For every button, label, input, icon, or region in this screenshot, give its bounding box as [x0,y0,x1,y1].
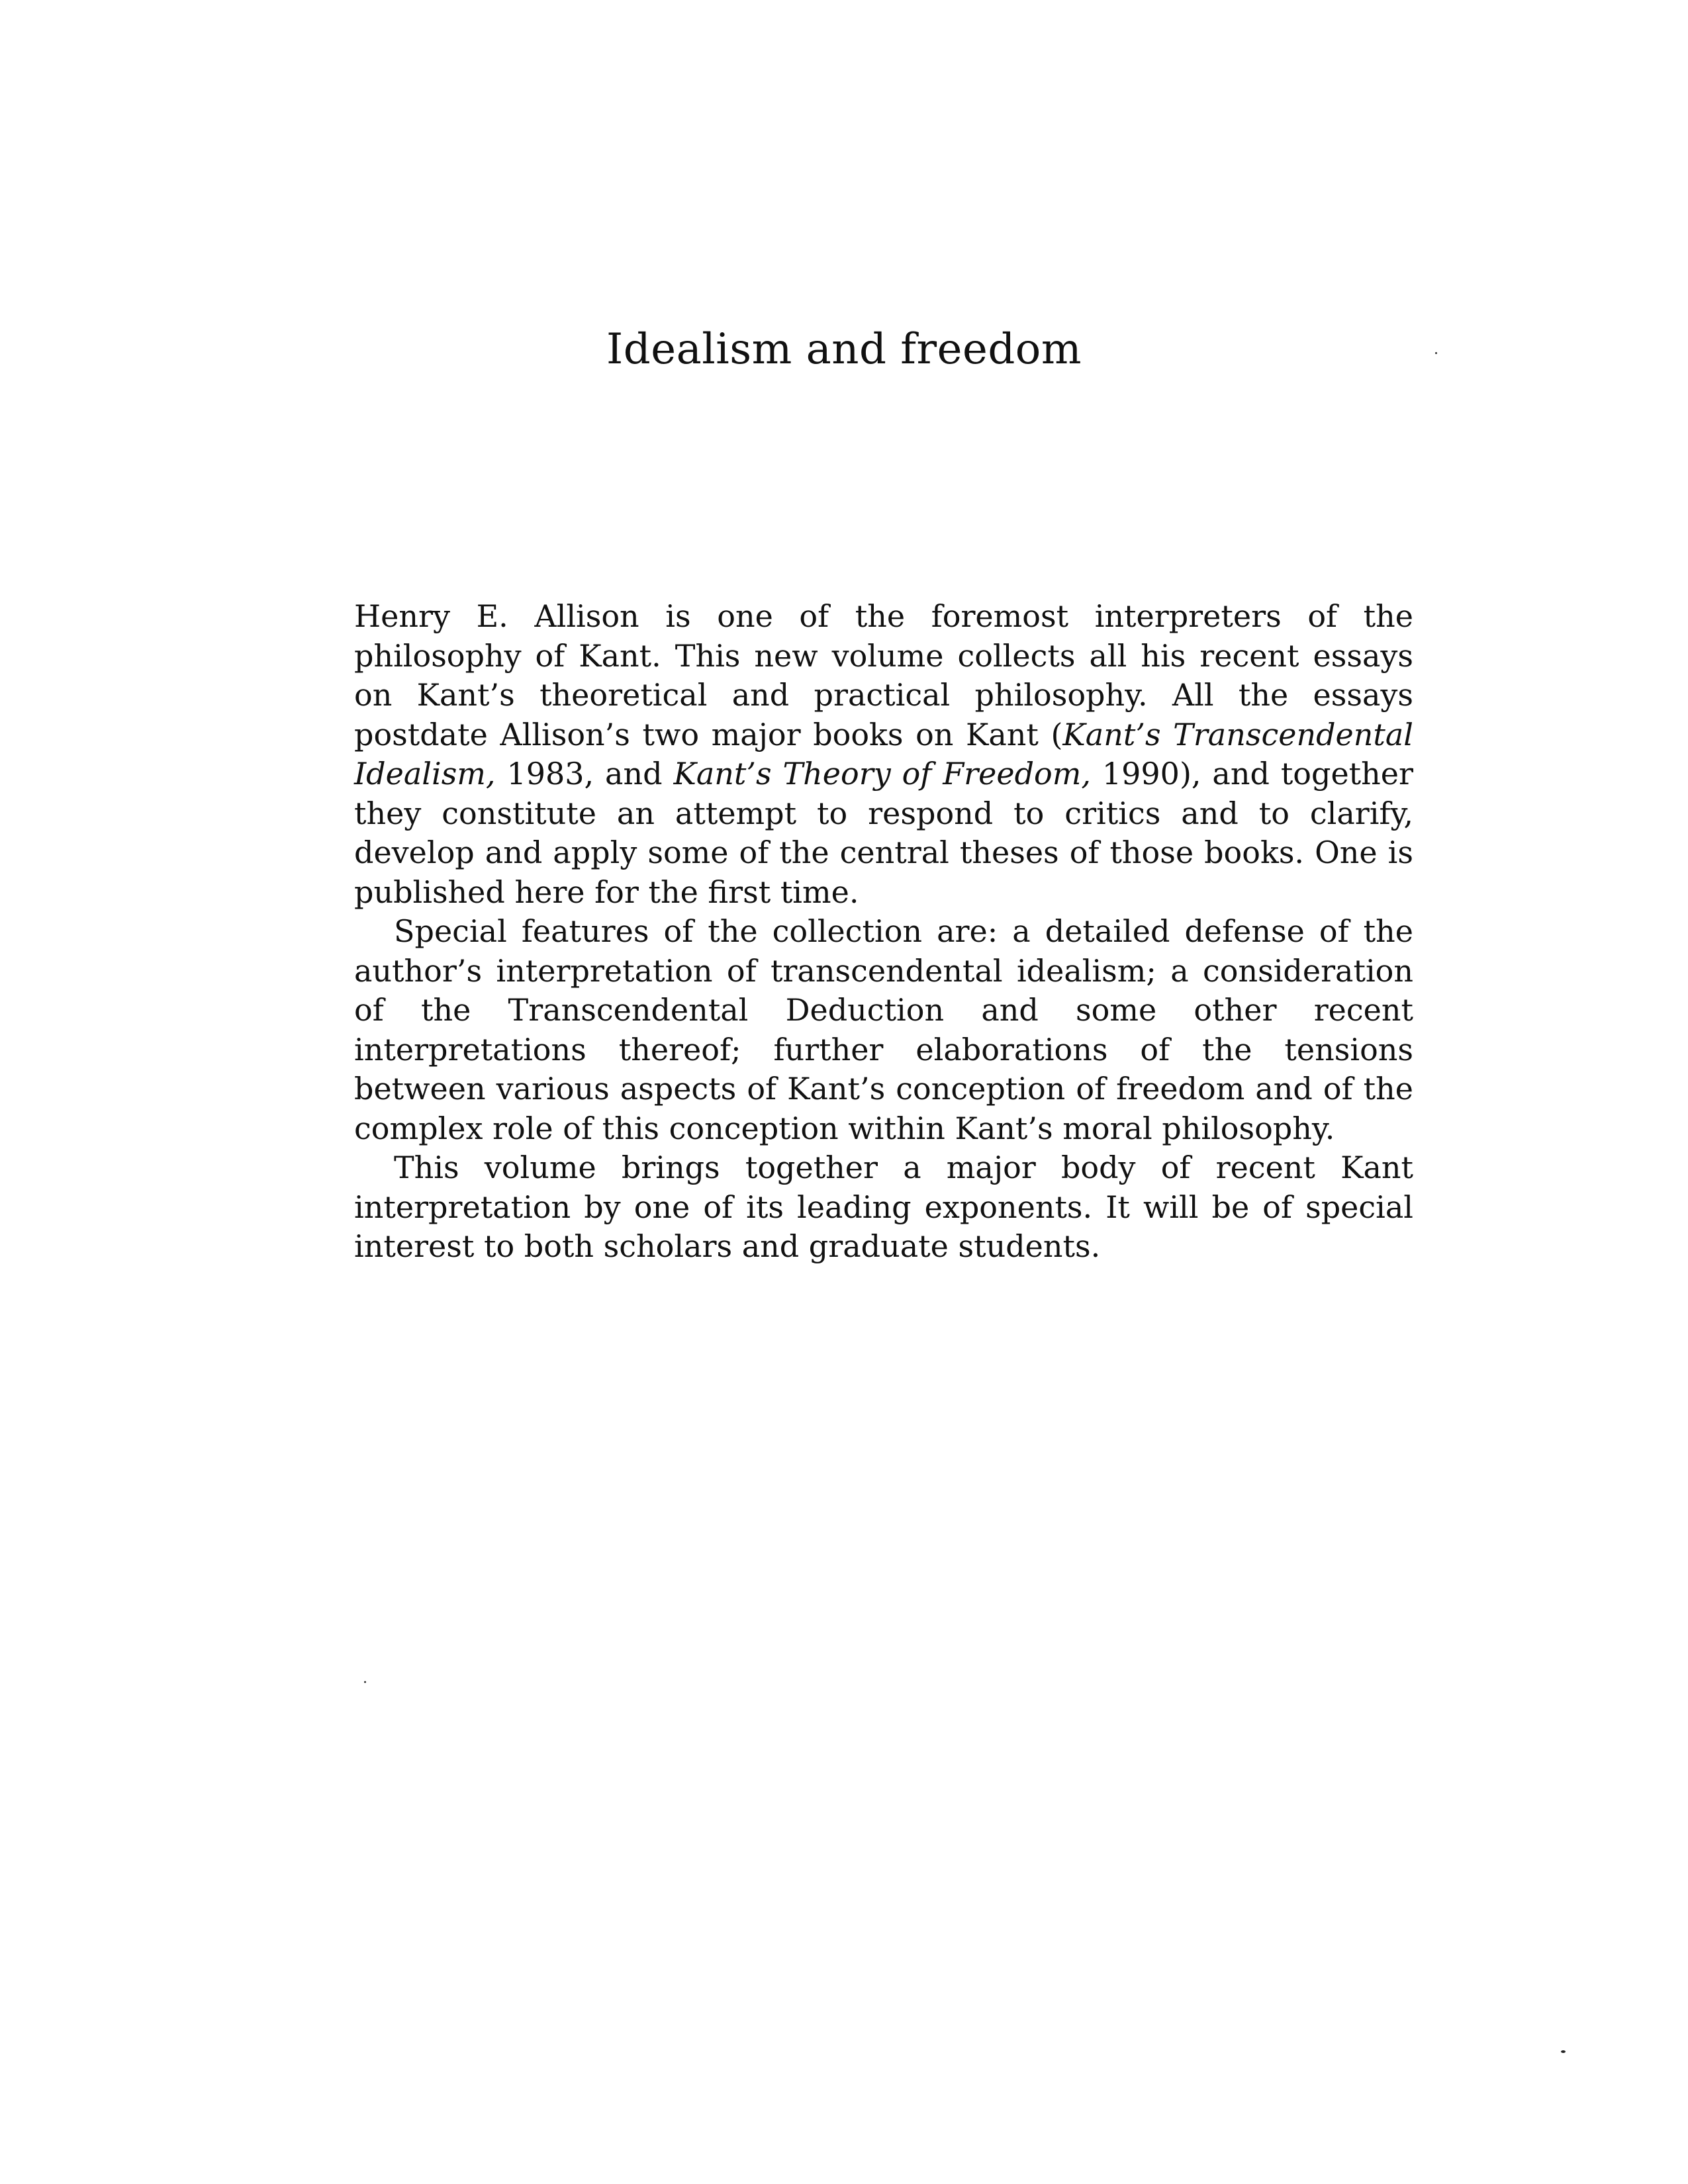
paragraph-1-text-a: Henry E. Allison is one of the foremost interpreters of the philosophy of Kant. This new volume collects all his recent essays on Kant’s theoretical and practical philosophy. All the essays postdate Allison’s two major books on Kant ( [354,598,1413,752]
paragraph-author-intro [354,597,1413,912]
book-description [354,597,1413,1267]
book-title-theory-of-freedom: Kant’s Theory of Freedom, [673,756,1091,792]
scan-speck [364,1681,366,1683]
scan-speck [1561,2050,1566,2053]
paragraph-1-text-b: 1983, and [495,756,674,792]
scan-speck [1435,352,1437,354]
book-title-transcendental-idealism: Kant’s Transcendental Idealism, [354,716,1413,792]
paragraph-summary: This volume brings together a major body of recent Kant interpretation by one of its leading exponents. It will be of special interest to both scholars and graduate students. [354,1150,1413,1264]
paragraph-1-text-c: 1990), and together they constitute an attempt to respond to critics and to clarify, develop and apply some of the central theses of those books. One is published here for the first time. [354,756,1413,910]
page-title: Idealism and freedom [606,325,1082,374]
paragraph-special-features: Special features of the collection are: a detailed defense of the author’s interpretation of transcendental idealism; a consideration of the Transcendental Deduction and some other recent interpretations thereof; further elaborations of the tensions between various aspects of Kant’s conception of freedom and of the complex role of this conception within Kant’s moral philosophy. [354,913,1413,1146]
